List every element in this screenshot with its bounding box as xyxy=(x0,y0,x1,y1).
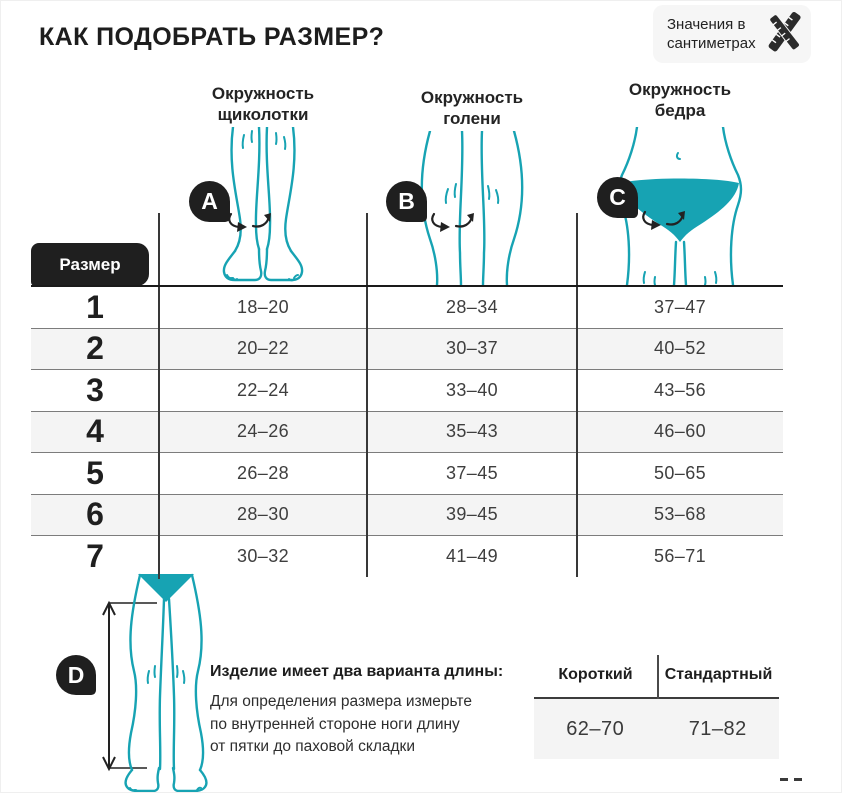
column-divider xyxy=(366,213,368,577)
circumference-arrows-icon xyxy=(640,207,686,233)
label-a-badge: A xyxy=(189,181,230,222)
column-divider xyxy=(576,213,578,577)
label-b-badge: B xyxy=(386,181,427,222)
size-table xyxy=(31,287,783,576)
column-header-ankle: Окружность щиколотки xyxy=(211,84,315,124)
label-d-badge: D xyxy=(56,655,96,695)
size-value: 2 xyxy=(86,330,104,367)
hip-range: 50–65 xyxy=(653,462,707,483)
ruler-tape-icon xyxy=(763,7,807,57)
ankle-range: 18–20 xyxy=(236,296,290,317)
length-description: Для определения размера измерьте по внутренней стороне ноги длину от пятки до паховой складки xyxy=(210,693,472,755)
column-header-hip: Окружность бедра xyxy=(628,80,732,120)
hip-range: 43–56 xyxy=(653,379,707,400)
length-standard-range: 71–82 xyxy=(688,717,747,740)
size-value: 7 xyxy=(86,537,104,574)
calf-range: 30–37 xyxy=(445,338,499,359)
hip-range: 46–60 xyxy=(653,421,707,442)
calf-range: 28–34 xyxy=(445,296,499,317)
table-row xyxy=(31,412,783,454)
leg-length-illustration xyxy=(93,571,233,793)
size-value: 4 xyxy=(86,413,104,450)
hip-range: 56–71 xyxy=(653,545,707,566)
calf-range: 33–40 xyxy=(445,379,499,400)
table-row xyxy=(31,370,783,412)
table-row xyxy=(31,329,783,371)
ankle-range: 26–28 xyxy=(236,462,290,483)
hip-range: 53–68 xyxy=(653,504,707,525)
length-table-values xyxy=(534,699,779,759)
ankle-range: 28–30 xyxy=(236,504,290,525)
table-header-line xyxy=(31,285,783,287)
length-table-header-standard: Стандартный xyxy=(664,666,773,683)
hip-range: 40–52 xyxy=(653,338,707,359)
cropped-text-fragment xyxy=(780,778,802,781)
length-heading: Изделие имеет два варианта длины: xyxy=(210,663,504,680)
label-c-badge: C xyxy=(597,177,638,218)
length-table-header-short: Короткий xyxy=(558,666,633,683)
size-value: 1 xyxy=(86,288,104,325)
calf-range: 39–45 xyxy=(445,504,499,525)
circumference-arrows-icon xyxy=(226,209,272,235)
ankle-range: 22–24 xyxy=(236,379,290,400)
ankle-range: 30–32 xyxy=(236,545,290,566)
length-short-range: 62–70 xyxy=(566,717,625,740)
table-row xyxy=(31,453,783,495)
column-header-calf: Окружность голени xyxy=(420,88,524,128)
size-column-header: Размер xyxy=(31,243,149,286)
table-row xyxy=(31,536,783,576)
circumference-arrows-icon xyxy=(429,209,475,235)
calf-range: 41–49 xyxy=(445,545,499,566)
calf-range: 35–43 xyxy=(445,421,499,442)
units-note-text: Значения в сантиметрах xyxy=(667,16,756,52)
page-title: КАК ПОДОБРАТЬ РАЗМЕР? xyxy=(39,23,385,51)
table-row xyxy=(31,495,783,537)
units-note xyxy=(653,5,811,63)
hip-range: 37–47 xyxy=(653,296,707,317)
size-value: 5 xyxy=(86,454,104,491)
table-row xyxy=(31,287,783,329)
ankle-range: 24–26 xyxy=(236,421,290,442)
size-value: 6 xyxy=(86,496,104,533)
ankle-range: 20–22 xyxy=(236,338,290,359)
column-divider xyxy=(158,213,160,579)
size-value: 3 xyxy=(86,371,104,408)
calf-range: 37–45 xyxy=(445,462,499,483)
